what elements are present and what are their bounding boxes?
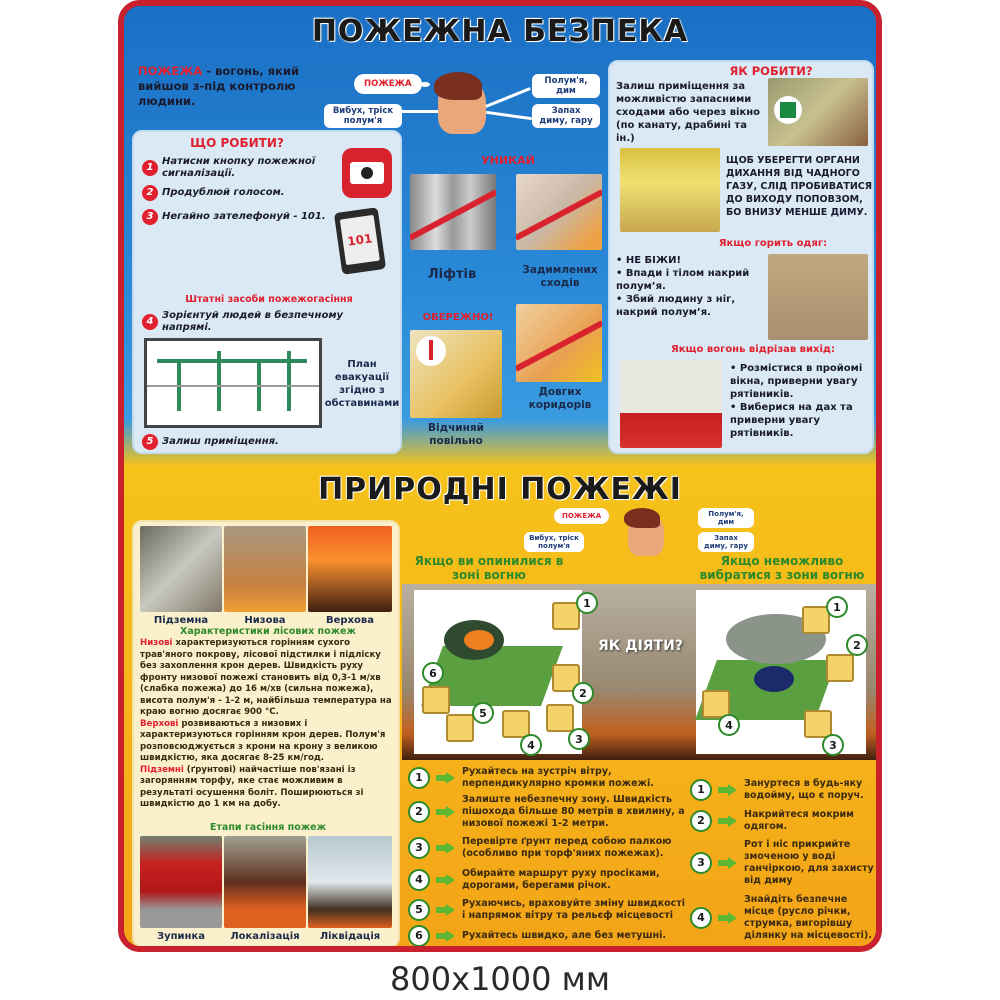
poster-title-fire-safety: ПОЖЕЖНА БЕЗПЕКА — [311, 14, 689, 49]
arrow-right-icon — [718, 784, 738, 796]
fire-truck-photo — [140, 836, 222, 928]
list-item: 3 Рот і ніс прикрийте змоченою у воді ганчіркою, для захисту від диму — [690, 836, 874, 890]
list-item: 2 Накрийтеся мокрим одягом. — [690, 806, 874, 836]
list-item: 3 Негайно зателефонуй - 101. — [142, 209, 332, 225]
escape-steps-list — [408, 764, 690, 948]
pointer-line — [486, 111, 532, 120]
open-door-slowly-photo — [410, 330, 502, 418]
list-item: 5 Залиш приміщення. — [142, 434, 362, 450]
forest-background — [402, 584, 876, 760]
window-rescue-image — [620, 360, 722, 448]
hair-icon — [434, 72, 482, 100]
how-to-heading: ЯК РОБИТИ? — [729, 64, 813, 78]
stages-heading: Етапи гасіння пожеж — [209, 822, 327, 833]
diagram-num: 3 — [822, 734, 844, 756]
smell-label: Запах диму, гару — [698, 532, 754, 552]
underground-fire-photo — [140, 526, 222, 612]
face-mask-icon — [804, 710, 832, 738]
open-slowly-label: Відчиняй повільно — [427, 422, 484, 447]
characteristics-text: Низові характеризуються горінням сухого трав'яного покрову, лісової підстилки і підліску без захоплення крон дерев. Швидкість руху фронту низової пожежі становить від 0,3-1 м/хв (слабка пожежа) до 16 м/хв (сильна пожежа), висота полум'я - 1-2 м, найбільша температура на краю вогню досягає 900 °С. Верхові розвиваються з низових і характеризуються горінням крон дерев. Полум'я розповсюджується з крони на крону з великою швидкістю, яка досягає 8-25 км/год. Підземні (ґрунтові) найчастіше пов'язані із загорянням торфу, яке стає можливим в результаті осушення боліт. Поширюються зі швидкістю до 1 км на добу. — [140, 638, 392, 809]
arrow-right-icon — [436, 930, 456, 942]
cutoff-heading: Якщо вогонь відрізав вихід: — [671, 344, 835, 355]
run-calm-icon — [422, 686, 450, 714]
crawl-text: ЩОБ УБЕРЕГТИ ОРГАНИ ДИХАННЯ ВІД ЧАДНОГО ГАЗУ, СЛІД ПРОБИВАТИСЯ ДО ВИХОДУ ПОПОВЗОМ, БО ВНИЗУ МЕНШЕ ДИМУ. — [726, 155, 873, 218]
poster-size-label: 800x1000 мм — [390, 960, 610, 998]
fire-type-label: Верхова — [326, 615, 374, 626]
localization-photo — [224, 836, 306, 928]
crawling-man-image — [620, 148, 720, 232]
diagram-num: 3 — [568, 728, 590, 750]
forest-fire-panel — [132, 520, 400, 948]
exit-sign-icon — [780, 102, 796, 118]
stick-check-icon — [546, 704, 574, 732]
what-to-do-panel — [132, 130, 402, 454]
phone-icon — [334, 207, 386, 275]
poster-title-natural-fires: ПРИРОДНІ ПОЖЕЖІ — [318, 472, 682, 507]
strike-icon — [516, 320, 602, 371]
definition-text: - вогонь, який вийшов з-під контролю людини. — [138, 64, 300, 108]
surface-fire-photo — [224, 526, 306, 612]
pointer-line — [485, 87, 531, 108]
arrow-right-icon — [436, 772, 456, 784]
cutoff-list: • Розмістися в пройомі вікна, приверни увагу рятівників. • Виберися на дах та приверни увагу рятівників. — [730, 363, 863, 439]
arrow-right-icon — [436, 806, 456, 818]
evacuation-plan-image — [144, 338, 322, 428]
see-label: Полум'я, дим — [532, 74, 600, 98]
fire-type-label: Підземна — [153, 615, 209, 626]
riverbank-icon — [502, 710, 530, 738]
diagram-num: 4 — [718, 714, 740, 736]
arrow-right-icon — [718, 815, 738, 827]
list-item: 4 Знайдіть безпечне місце (русло річки, струмка, вигорівшу ділянку на місцевості). — [690, 890, 874, 946]
strike-icon — [410, 189, 496, 240]
smell-label: Запах диму, гару — [532, 104, 600, 128]
stage-label: Локалізація — [230, 931, 300, 942]
how-to-act-label: ЯК ДІЯТИ? — [598, 638, 683, 654]
list-item: 3 Перевірте ґрунт перед собою палкою (особливо при торф'яних пожежах). — [408, 832, 690, 864]
fire-safety-poster — [118, 0, 882, 952]
cannot-escape-heading: Якщо неможливо вибратися з зони вогню — [699, 554, 865, 582]
list-item: 4 Обирайте маршрут руху просіками, дорогами, берегами річок. — [408, 864, 690, 896]
extinguishing-means-heading: Штатні засоби пожежогасіння — [185, 294, 353, 305]
fire-type-label: Низова — [244, 615, 286, 626]
list-item: 1 Зануртеся в будь-яку водойму, що є поруч. — [690, 774, 874, 806]
in-fire-zone-heading: Якщо ви опинилися в зоні вогню — [414, 554, 564, 582]
list-item: 6 Рухайтесь швидко, але без метушні. — [408, 924, 690, 948]
thought-dot-icon — [420, 82, 430, 87]
crown-fire-photo — [308, 526, 392, 612]
hair-icon — [624, 508, 660, 528]
list-item: 4 Зорієнтуй людей в безпечному напрямі. — [142, 310, 362, 334]
list-item: 5 Рухаючись, враховуйте зміну швидкості і напрямок вітру та рельєф місцевості — [408, 896, 690, 924]
thought-bubble: ПОЖЕЖА — [554, 508, 609, 524]
diagram-num: 2 — [572, 682, 594, 704]
arrow-right-icon — [718, 857, 738, 869]
see-label: Полум'я, дим — [698, 508, 754, 528]
list-item: 1 Рухайтесь на зустріч вітру, перпендикулярно кромки пожежі. — [408, 764, 690, 792]
stage-label: Ліквідація — [319, 931, 381, 942]
hear-label: Вибух, тріск полум'я — [324, 104, 402, 128]
diagram-num: 1 — [826, 596, 848, 618]
arrow-right-icon — [436, 904, 456, 916]
terrain-icon — [446, 714, 474, 742]
phone-number: 101 — [346, 231, 374, 249]
fire-alarm-button-icon — [342, 148, 392, 198]
smoky-stairs-photo — [516, 174, 602, 250]
avoid-heading: УНИКАЙ — [481, 154, 535, 167]
definition-term: ПОЖЕЖА — [138, 64, 203, 78]
long-corridor-photo — [516, 304, 602, 382]
diagram-num: 5 — [472, 702, 494, 724]
fire-definition — [138, 64, 338, 109]
avoid-stairs-label: Задимлених сходів — [522, 264, 598, 289]
diagram-num: 6 — [422, 662, 444, 684]
what-to-do-heading: ЩО РОБИТИ? — [190, 136, 284, 150]
diagram-num: 1 — [576, 592, 598, 614]
evacuation-plan-label: План евакуації згідно з обставинами — [324, 359, 400, 409]
characteristics-heading: Характеристики лісових пожеж — [180, 626, 356, 637]
clothes-fire-list: • НЕ БІЖИ! • Впади і тілом накрий полум’я. • Збий людину з ніг, накрий полум’я. — [616, 255, 750, 318]
burning-clothes-image — [768, 254, 868, 340]
list-item: 1 Натисни кнопку пожежної сигналізації. — [142, 156, 332, 180]
hear-label: Вибух, тріск полум'я — [524, 532, 584, 552]
arrow-right-icon — [436, 874, 456, 886]
shelter-steps-list — [690, 774, 874, 946]
pointer-line — [402, 110, 438, 113]
clothes-fire-heading: Якщо горить одяг: — [718, 238, 828, 249]
list-item: 2 Залиште небезпечну зону. Швидкість пішохода більше 80 метрів в хвилину, а низової пожежі 1-2 метри. — [408, 792, 690, 832]
stage-label: Зупинка — [157, 931, 205, 942]
avoid-elevators-label: Ліфтів — [427, 267, 477, 282]
elevator-photo — [410, 174, 496, 250]
list-item: 2 Продублюй голосом. — [142, 185, 332, 201]
diagram-num: 2 — [846, 634, 868, 656]
strike-icon — [516, 189, 602, 240]
arrow-right-icon — [718, 912, 738, 924]
wet-clothes-icon — [826, 654, 854, 682]
how-to-panel — [608, 60, 874, 454]
diagram-num: 4 — [520, 734, 542, 756]
escape-window-image — [768, 78, 868, 146]
thought-bubble: ПОЖЕЖА — [354, 74, 422, 94]
avoid-corridors-label: Довгих коридорів — [528, 386, 592, 411]
careful-heading: ОБЕРЕЖНО! — [422, 312, 494, 323]
arrow-right-icon — [436, 842, 456, 854]
helicopter-photo — [308, 836, 392, 928]
leave-room-text: Залиш приміщення за можливістю запасними сходами або через вікно (по канату, драбині та ін.) — [616, 81, 761, 144]
